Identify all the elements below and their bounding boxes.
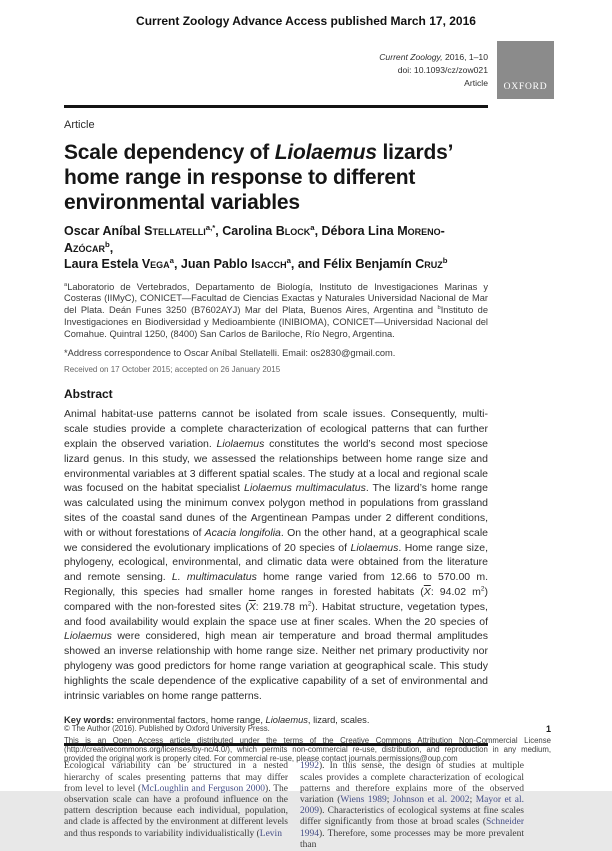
author-list: Oscar Aníbal Stellatelli$^{a,*}$, Carolina Block$^a$, Débora Lina Moreno-Azócar$^b$, Laura Estela Vega$^a$, Juan Pablo Isacch$^a$, and Félix Benjamín Cruz$^b$ xyxy=(64,222,448,271)
page-number: 1 xyxy=(545,724,551,734)
received-accepted-dates: Received on 17 October 2015; accepted on 26 January 2015 xyxy=(64,365,281,375)
journal-issue-line: Current Zoology, 2016, 1–10 xyxy=(379,52,488,62)
citation-link[interactable]: Levin xyxy=(259,828,282,839)
citation-link[interactable]: Johnson et al. 2002 xyxy=(392,795,470,806)
article-type-line: Article xyxy=(464,78,488,88)
header-rule xyxy=(64,105,488,108)
oxford-university-press-logo[interactable] xyxy=(497,41,554,99)
body-column-left: Ecological variability can be structured in a nested hierarchy of scales presenting patterns that may differ from level to level (McLoughlin and Ferguson 2000). The observation scale can have a profound influence on the pattern description because each individual, population, and clade is affected by the environment at different levels and thus responds to variability individualistically (Levin xyxy=(64,761,288,839)
advance-access-banner: Current Zoology Advance Access published March 17, 2016 xyxy=(136,14,476,28)
front-matter xyxy=(64,119,488,725)
citation-link[interactable]: Wiens 1989 xyxy=(340,795,387,806)
section-label: Article xyxy=(64,119,95,131)
page-footer xyxy=(64,724,551,763)
body-column-right: 1992). In this sense, the design of studies at multiple scales provides a complete characterization of ecological patterns and therefore explains more of the observed variation (Wiens 1989; Johnson et al. 2002; Mayor et al. 2009). Characteristics of ecological systems at fine scales differ significantly from those at broad scales (Schneider 1994). Therefore, some processes may be more prevalent than xyxy=(300,761,525,850)
correspondence-note[interactable]: *Address correspondence to Oscar Aníbal Stellatelli. Email: os2830@gmail.com. xyxy=(64,348,396,359)
oxford-logo-text: OXFORD xyxy=(503,82,548,92)
citation-link[interactable]: Schneider 1994 xyxy=(300,817,524,839)
copyright-text: © The Author (2016). Published by Oxford University Press. xyxy=(64,724,270,733)
license-text: This is an Open Access article distributed under the terms of the Creative Commons Attribution Non-Commercial License (http://creativecommons.org/licenses/by-nc/4.0/), which permits non-commercial re-use, distribution, and reproduction in any medium, provided the original work is properly cited. For commercial re-use, please contact journals.permissions@oup.com xyxy=(64,736,551,763)
keywords-line: Key words: environmental factors, home range, Liolaemus, lizard, scales. xyxy=(64,715,370,726)
affiliations: $^a$Laboratorio de Vertebrados, Departamento de Biología, Instituto de Investigaciones Marinas y Costeras (IIMyC), CONICET—Facultad de Ciencias Exactas y Naturales Universidad Nacional de Mar del Plata. Deán Funes 3250 (B7602AYJ) Mar del Plata, Buenos Aires, Argentina and $^b$Instituto de Investigaciones en Biodiversidad y Medioambiente (INIBIOMA), CONICET—Universidad Nacional del Comahue. Quintral 1250, (8400) San Carlos de Bariloche, Río Negro, Argentina. xyxy=(64,281,488,339)
citation-link[interactable]: 1992 xyxy=(300,761,319,772)
masthead xyxy=(0,41,612,103)
article-title: Scale dependency of Liolaemus lizards’ home range in response to different environmental variables xyxy=(64,141,453,214)
abstract-text: Animal habitat-use patterns cannot be isolated from scale issues. Consequently, multi-scale studies provide a complete characterization of ecological patterns that can further explain the observed variation. Liolaemus constitutes the world’s second most speciose lizard genus. In this study, we assessed the relationships between home range size and environmental variables at 3 different spatial scales. The study at a local and regional scale was focused on the habitat specialist Liolaemus multimaculatus. The lizard’s home range was calculated using the minimum convex polygon method in populations from grassland sites of the coastal sand dunes of the Argentinean Pampas under 2 different conditions, with or without forestations of Acacia longifolia. On the other hand, at a geographical scale we considered the evolutionary implications of 20 species of Liolaemus. Home range size, phylogeny, ecological, environmental, and climatic data were obtained from the literature and remote sensing. L. multimaculatus home range varied from 12.66 to 570.00 m. Regionally, this species had smaller home ranges in forested habitats ($\overline{X}$: 94.02 $m^2$) compared with the non-forested sites ($\overline{X}$: 219.78 $m^2$). Habitat structure, vegetation types, and food availability would explain the space use at finer scales. When the 20 species of Liolaemus were considered, high mean air temperature and broad thermal amplitudes showed an inverse relationship with home range size. Neither net primary productivity nor phylogeny was good predictors for home range variation at geographical scale. This study highlights the scale dependence of the explicative capability of a set of environmental and intrinsic variables on home range patterns. xyxy=(64,408,489,702)
citation-link[interactable]: Mayor et al. 2009 xyxy=(300,795,525,817)
journal-citation-block xyxy=(379,51,488,90)
article-body xyxy=(64,761,524,851)
citation-link[interactable]: McLoughlin and Ferguson 2000 xyxy=(141,783,266,794)
doi-line[interactable]: doi: 10.1093/cz/zow021 xyxy=(397,65,488,75)
abstract-heading: Abstract xyxy=(64,387,113,402)
copyright-line xyxy=(64,724,551,734)
